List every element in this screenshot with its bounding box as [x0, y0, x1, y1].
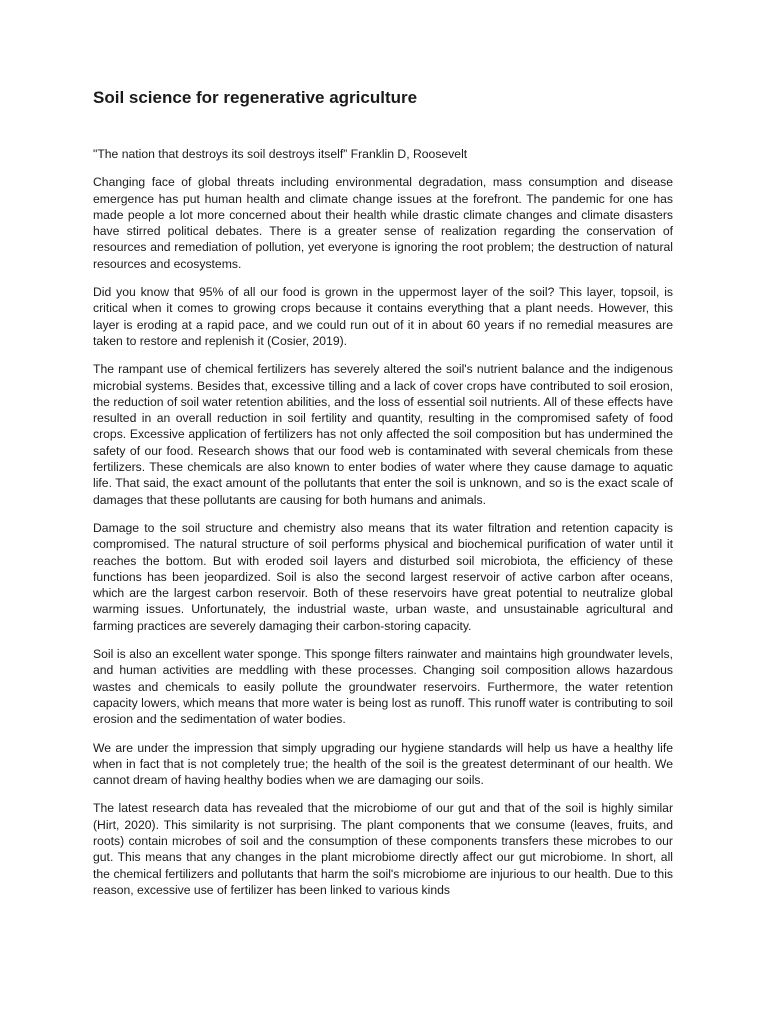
document-page: [93, 88, 673, 910]
paragraph-7: The latest research data has revealed that the microbiome of our gut and that of the soil is highly similar (Hirt, 2020). This similarity is not surprising. The plant components that we consume (leaves, fruits, and roots) contain microbes of soil and the consumption of these components transfers these microbes to our gut. This means that any changes in the plant microbiome directly affect our gut microbiome. In short, all the chemical fertilizers and pollutants that harm the soil's microbiome are injurious to our health. Due to this reason, excessive use of fertilizer has been linked to various kinds: [93, 801, 673, 897]
paragraph-6: We are under the impression that simply upgrading our hygiene standards will help us have a healthy life when in fact that is not completely true; the health of the soil is the greatest determinant of our health. We cannot dream of having healthy bodies when we are damaging our soils.: [93, 740, 673, 788]
paragraph-3: The rampant use of chemical fertilizers has severely altered the soil's nutrient balance and the indigenous microbial systems. Besides that, excessive tilling and a lack of cover crops have contributed to soil erosion, the reduction of soil water retention abilities, and the loss of essential soil nutrients. All of these effects have resulted in an overall reduction in soil fertility and quantity, resulting in the compromised safety of food crops. Excessive application of fertilizers has not only affected the soil composition but has undermined the safety of our food. Research shows that our food web is contaminated with several chemicals from these fertilizers. These chemicals are also known to enter bodies of water where they cause damage to aquatic life. That said, the exact amount of the pollutants that enter the soil is unknown, and so is the exact scale of damages that these pollutants are causing for both humans and animals.: [93, 362, 673, 507]
opening-quote: "The nation that destroys its soil destroys itself” Franklin D, Roosevelt: [93, 147, 468, 161]
document-title: Soil science for regenerative agriculture: [93, 88, 418, 107]
paragraph-2: Did you know that 95% of all our food is grown in the uppermost layer of the soil? This layer, topsoil, is critical when it comes to growing crops because it contains everything that a plant needs. However, this layer is eroding at a rapid pace, and we could run out of it in about 60 years if no remedial measures are taken to restore and replenish it (Cosier, 2019).: [93, 285, 673, 348]
paragraph-5: Soil is also an excellent water sponge. This sponge filters rainwater and maintains high groundwater levels, and human activities are meddling with these processes. Changing soil composition allows hazardous wastes and chemicals to easily pollute the groundwater reservoirs. Furthermore, the water retention capacity lowers, which means that more water is being lost as runoff. This runoff water is contributing to soil erosion and the sedimentation of water bodies.: [93, 647, 673, 727]
paragraph-4: Damage to the soil structure and chemistry also means that its water filtration and retention capacity is compromised. The natural structure of soil performs physical and biochemical purification of water until it reaches the bottom. But with eroded soil layers and disturbed soil microbiota, the efficiency of these functions has been jeopardized. Soil is also the second largest reservoir of active carbon after oceans, which are the largest carbon reservoir. Both of these reservoirs have great potential to neutralize global warming issues. Unfortunately, the industrial waste, urban waste, and unsustainable agricultural and farming practices are severely damaging their carbon-storing capacity.: [93, 520, 673, 633]
paragraph-1: Changing face of global threats including environmental degradation, mass consumption and disease emergence has put human health and climate change issues at the forefront. The pandemic for one has made people a lot more concerned about their health while drastic climate changes and climate disasters have stirred political debates. There is a greater sense of realization regarding the conservation of resources and remediation of pollution, yet everyone is ignoring the root problem; the destruction of natural resources and ecosystems.: [93, 175, 673, 271]
